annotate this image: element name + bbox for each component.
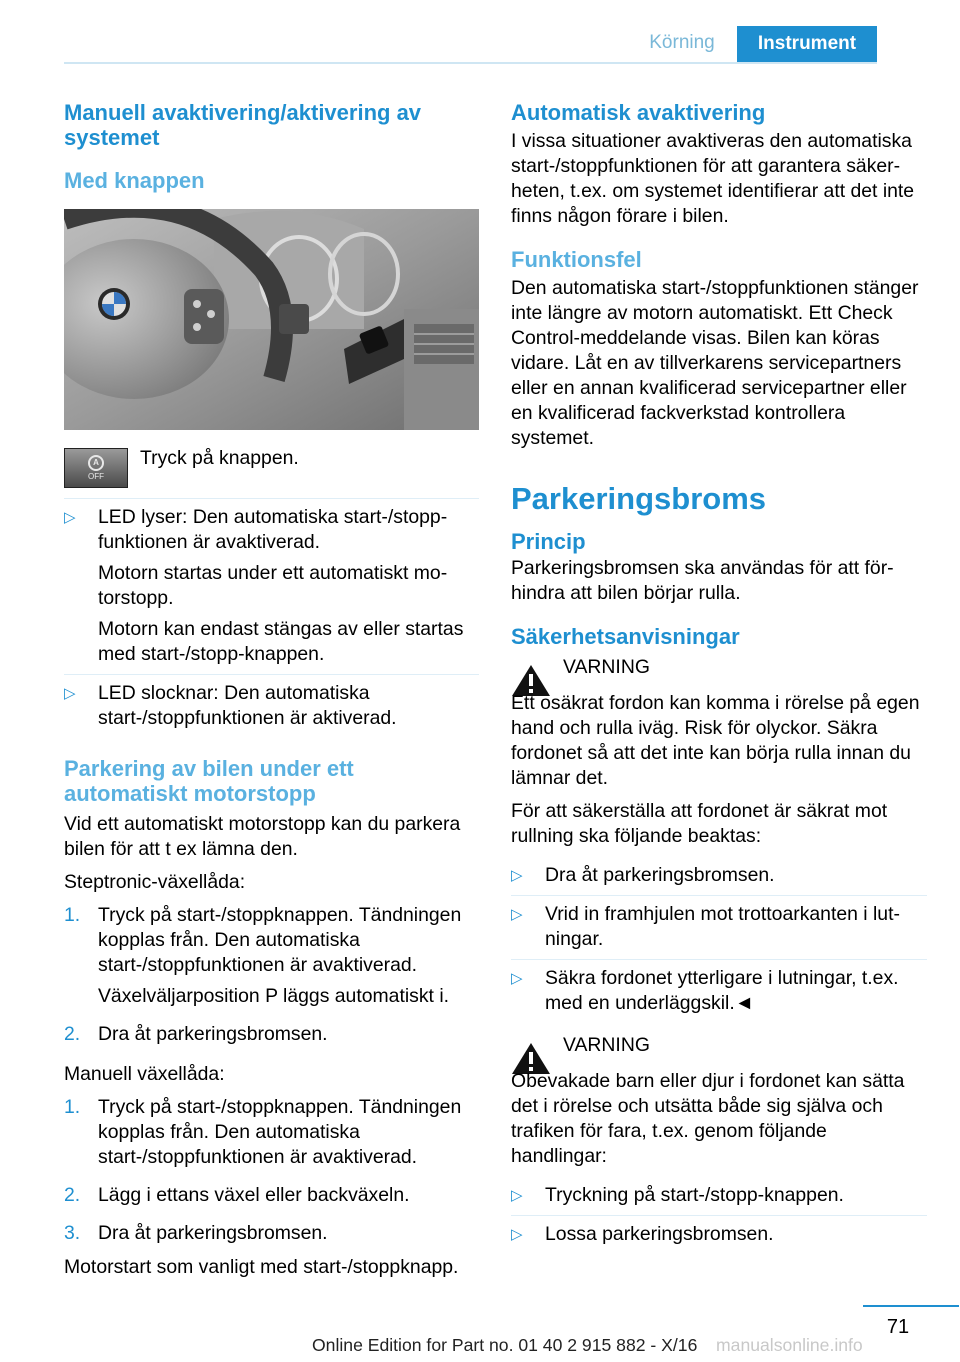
heading-automatic-deactivation: Automatisk avaktivering: [511, 100, 766, 125]
parking-intro-text: Vid ett automatiskt motorstopp kan du parkera bilen för att t ex lämna den.: [64, 813, 461, 860]
list-item-text: Dra åt parkeringsbromsen.: [98, 1222, 328, 1244]
step-number: 2.: [64, 1184, 81, 1206]
list-item-text: Dra åt parkeringsbromsen.: [545, 864, 775, 886]
list-item: [64, 1215, 479, 1253]
list-item-text: Säkra fordonet ytterligare i lutningar, t.ex. med en underläggskil.◄: [545, 967, 899, 1014]
list-item: [511, 1216, 927, 1254]
warning-label: VARNING: [563, 1034, 650, 1056]
list-item-text: LED lyser: Den automatiska start-/stoppfunktionen är avaktiverad.: [98, 506, 448, 553]
page-number: 71: [886, 1316, 910, 1338]
heading-parking-during-stop: Parkering av bilen under ett automatiskt motorstopp: [64, 756, 354, 806]
auto-deactivation-text: I vissa situationer avaktiveras den automatiska start-/stoppfunktionen för att garantera säkerheten, t.ex. om systemet identifierar att det inte finns någon förare i bilen.: [511, 130, 915, 227]
warning-label: VARNING: [563, 656, 650, 678]
auto-start-stop-off-icon: A OFF: [64, 448, 128, 488]
triangle-bullet-icon: ▷: [511, 1187, 523, 1204]
press-button-text: Tryck på knappen.: [140, 447, 299, 469]
manual-steps: [64, 1089, 479, 1253]
list-item: [511, 896, 927, 960]
list-item-text: LED slocknar: Den automatiska start-/stoppfunktionen är aktiverad.: [98, 682, 397, 729]
heading-parking-brake: Parkeringsbroms: [511, 481, 766, 516]
manual-gearbox-label: Manuell växellåda:: [64, 1063, 225, 1085]
triangle-bullet-icon: ▷: [511, 1226, 523, 1243]
list-item: [511, 960, 927, 1023]
list-item: [511, 857, 927, 896]
list-item: [64, 498, 479, 675]
list-item: [64, 1089, 479, 1177]
list-item-text: Vrid in framhjulen mot trottoarkanten i lutningar.: [545, 903, 900, 950]
list-item-text: Tryck på start-/stoppknappen. Tändningen kopplas från. Den automatiska start-/stoppfunktionen är avaktiverad.: [98, 1096, 462, 1168]
list-item-text: Växelväljarposition P läggs automatiskt i.: [98, 985, 450, 1007]
list-item-text: Tryckning på start-/stopp-knappen.: [545, 1184, 844, 1206]
heading-with-button: Med knappen: [64, 168, 205, 193]
list-item-text: Motorn kan endast stängas av eller startas med start-/stopp-knappen.: [98, 618, 464, 665]
triangle-bullet-icon: ▷: [64, 685, 76, 702]
step-number: 3.: [64, 1222, 81, 1244]
right-column: [511, 100, 927, 1262]
danger-list: [511, 1177, 927, 1254]
list-item-text: Dra åt parkeringsbromsen.: [98, 1023, 328, 1045]
triangle-bullet-icon: ▷: [511, 970, 523, 987]
button-instruction: [64, 448, 479, 488]
list-item: [511, 1177, 927, 1216]
list-item: [64, 675, 479, 738]
left-column: [64, 100, 479, 1288]
step-number: 1.: [64, 904, 81, 926]
edition-text: Online Edition for Part no. 01 40 2 915 882 - X/16: [312, 1335, 698, 1355]
warning-text: Obevakade barn eller djur i fordonet kan sätta det i rörelse och utsätta både sig själva och trafiken för fara, t.ex. genom följande handlingar:: [511, 1070, 905, 1167]
list-item-text: Motorn startas under ett automatiskt motorstopp.: [98, 562, 448, 609]
malfunction-text: Den automatiska start-/stoppfunktionen stänger inte längre av motorn automatiskt. Ett Check Control-meddelande visas. Bilen kan köras vidare. Låt en av tillverkarens servicepartners eller en annan kvalificerad servicepartner eller en kvalificerad fackverkstad kontrollera systemet.: [511, 277, 919, 449]
warning-text: Ett osäkrat fordon kan komma i rörelse på egen hand och rulla iväg. Risk för olyckor. Säkra fordonet så att det inte kan börja rulla innan du lämnar det.: [511, 692, 920, 789]
watermark-text: manualsonline.info: [716, 1335, 863, 1355]
triangle-bullet-icon: ▷: [64, 509, 76, 526]
principle-text: Parkeringsbromsen ska användas för att förhindra att bilen börjar rulla.: [511, 557, 894, 604]
list-item-text: Tryck på start-/stoppknappen. Tändningen kopplas från. Den automatiska start-/stoppfunktionen är avaktiverad.: [98, 904, 462, 976]
header-rule: [64, 62, 877, 64]
list-item: [64, 1016, 479, 1054]
heading-principle: Princip: [511, 529, 586, 554]
secure-intro-text: För att säkerställa att fordonet är säkrat mot rullning ska följande beaktas:: [511, 800, 888, 847]
list-item-text: Lossa parkeringsbromsen.: [545, 1223, 774, 1245]
list-item: [64, 897, 479, 1016]
step-number: 1.: [64, 1096, 81, 1118]
steptronic-label: Steptronic-växellåda:: [64, 871, 246, 893]
footer-rule: [863, 1305, 959, 1307]
heading-malfunction: Funktionsfel: [511, 247, 642, 272]
secure-list: [511, 857, 927, 1023]
header-section-tab: Körning: [649, 32, 715, 53]
triangle-bullet-icon: ▷: [511, 906, 523, 923]
led-status-list: [64, 498, 479, 738]
heading-safety: Säkerhetsanvisningar: [511, 624, 740, 649]
engine-start-text: Motorstart som vanligt med start-/stoppknapp.: [64, 1256, 459, 1278]
list-item: [64, 1177, 479, 1215]
heading-manual-deactivation: Manuell avaktivering/aktivering av systemet: [64, 100, 422, 150]
steering-wheel-photo: [64, 209, 479, 430]
list-item-text: Lägg i ettans växel eller backväxeln.: [98, 1184, 410, 1206]
steptronic-steps: [64, 897, 479, 1054]
header-chapter-tab: Instrument: [737, 26, 877, 62]
triangle-bullet-icon: ▷: [511, 867, 523, 884]
step-number: 2.: [64, 1023, 81, 1045]
